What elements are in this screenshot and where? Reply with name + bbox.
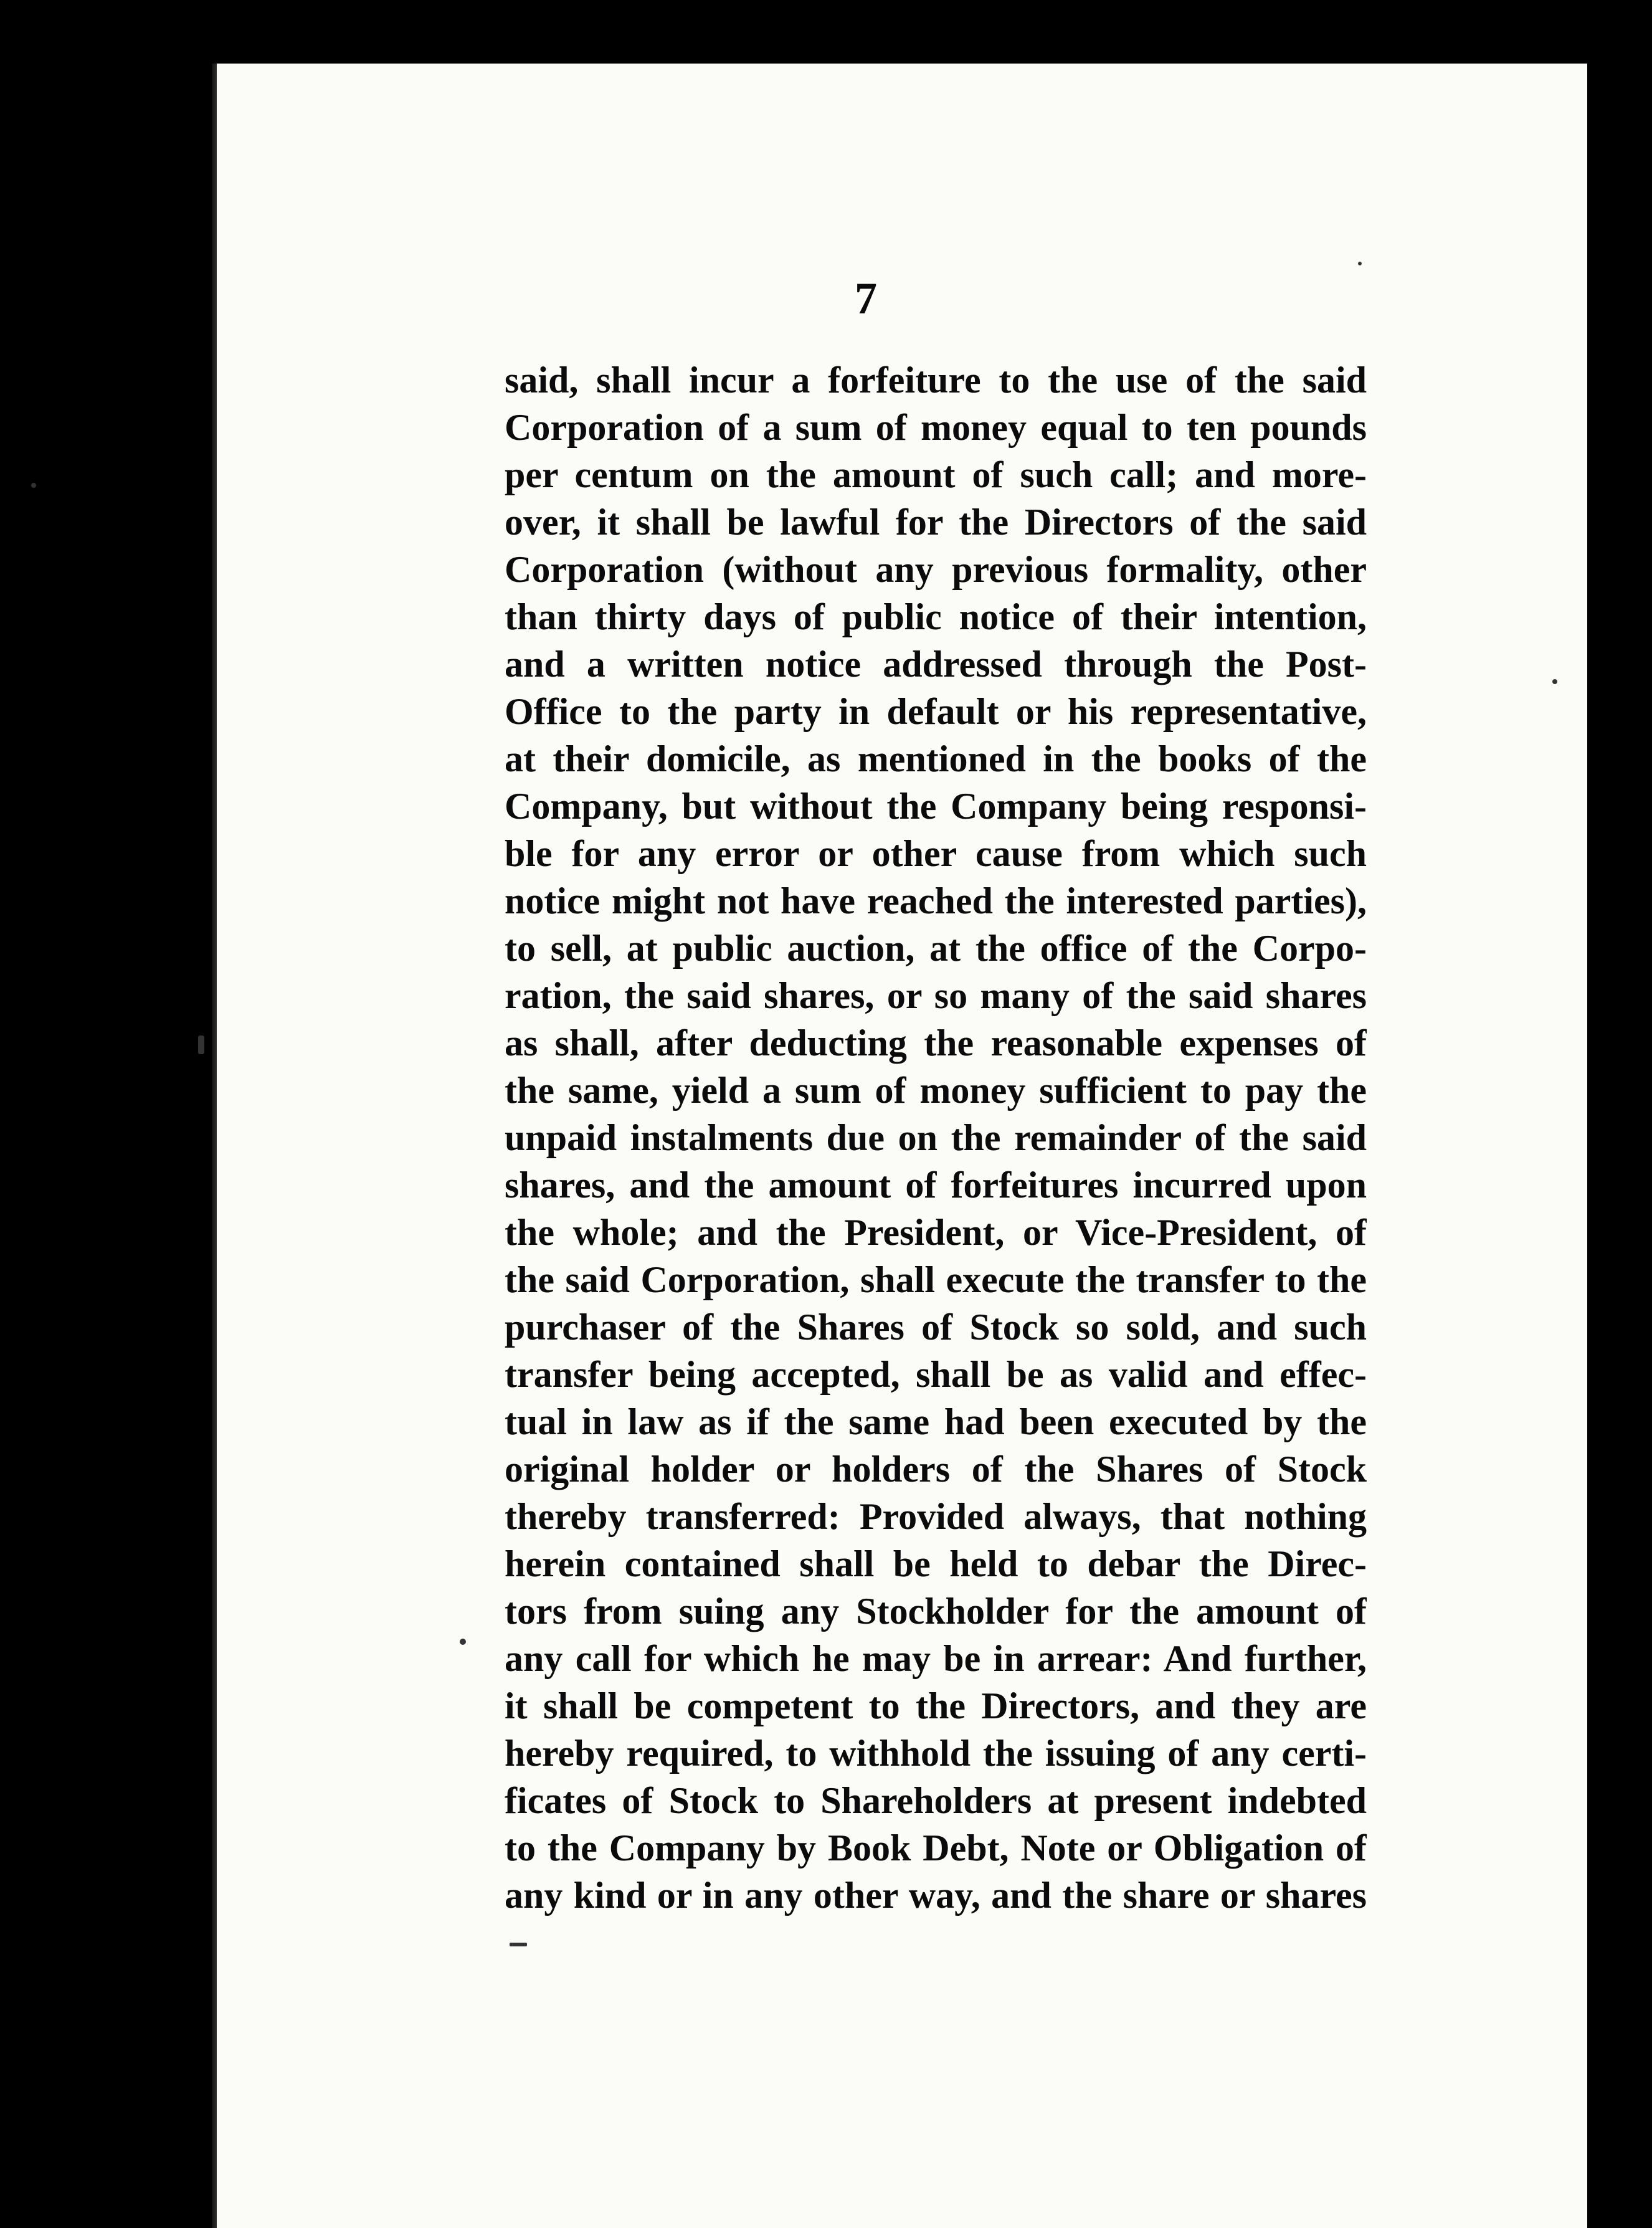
text-line: as shall, after deducting the reasonable expenses of [505, 1022, 1367, 1064]
text-line: ble for any error or other cause from which such [505, 833, 1367, 874]
text-line: Office to the party in default or his representative, [505, 691, 1367, 732]
text-line: said, shall incur a forfeiture to the use of the said [505, 359, 1367, 401]
text-line: herein contained shall be held to debar the Direc- [505, 1543, 1367, 1584]
body-text [505, 356, 1367, 1919]
text-line: any call for which he may be in arrear: And further, [505, 1638, 1367, 1679]
text-line: ficates of Stock to Shareholders at present indebted [505, 1780, 1367, 1821]
text-line: it shall be competent to the Directors, and they are [505, 1685, 1367, 1726]
text-line: Corporation (without any previous formality, other [505, 549, 1367, 590]
text-line: to sell, at public auction, at the office of the Corpo- [505, 928, 1367, 969]
text-line: the whole; and the President, or Vice-President, of [505, 1212, 1367, 1253]
page-number: 7 [855, 274, 877, 323]
text-line: tual in law as if the same had been executed by the [505, 1401, 1367, 1442]
text-line: ration, the said shares, or so many of the said shares [505, 975, 1367, 1016]
text-line: per centum on the amount of such call; and more- [505, 454, 1367, 495]
text-line: notice might not have reached the interested parties), [505, 880, 1367, 921]
text-line: tors from suing any Stockholder for the amount of [505, 1591, 1367, 1632]
text-line: Corporation of a sum of money equal to ten pounds [505, 407, 1367, 448]
text-line: the same, yield a sum of money sufficient to pay the [505, 1070, 1367, 1111]
text-line: unpaid instalments due on the remainder of the said [505, 1117, 1367, 1158]
text-line: to the Company by Book Debt, Note or Obligation of [505, 1827, 1367, 1869]
text-line: hereby required, to withhold the issuing of any certi- [505, 1733, 1367, 1774]
text-line: at their domicile, as mentioned in the books of the [505, 738, 1367, 779]
text-line: the said Corporation, shall execute the transfer to the [505, 1259, 1367, 1300]
text-line: thereby transferred: Provided always, that nothing [505, 1496, 1367, 1537]
text-line: and a written notice addressed through the Post- [505, 644, 1367, 685]
text-line: purchaser of the Shares of Stock so sold, and such [505, 1307, 1367, 1348]
text-line: over, it shall be lawful for the Directors of the said [505, 502, 1367, 543]
text-line: Company, but without the Company being responsi- [505, 786, 1367, 827]
text-line: transfer being accepted, shall be as valid and effec- [505, 1354, 1367, 1395]
text-line: shares, and the amount of forfeitures incurred upon [505, 1164, 1367, 1206]
text-line: original holder or holders of the Shares of Stock [505, 1449, 1367, 1490]
text-line: than thirty days of public notice of their intention, [505, 596, 1367, 637]
text-line: any kind or in any other way, and the share or shares [505, 1875, 1367, 1916]
